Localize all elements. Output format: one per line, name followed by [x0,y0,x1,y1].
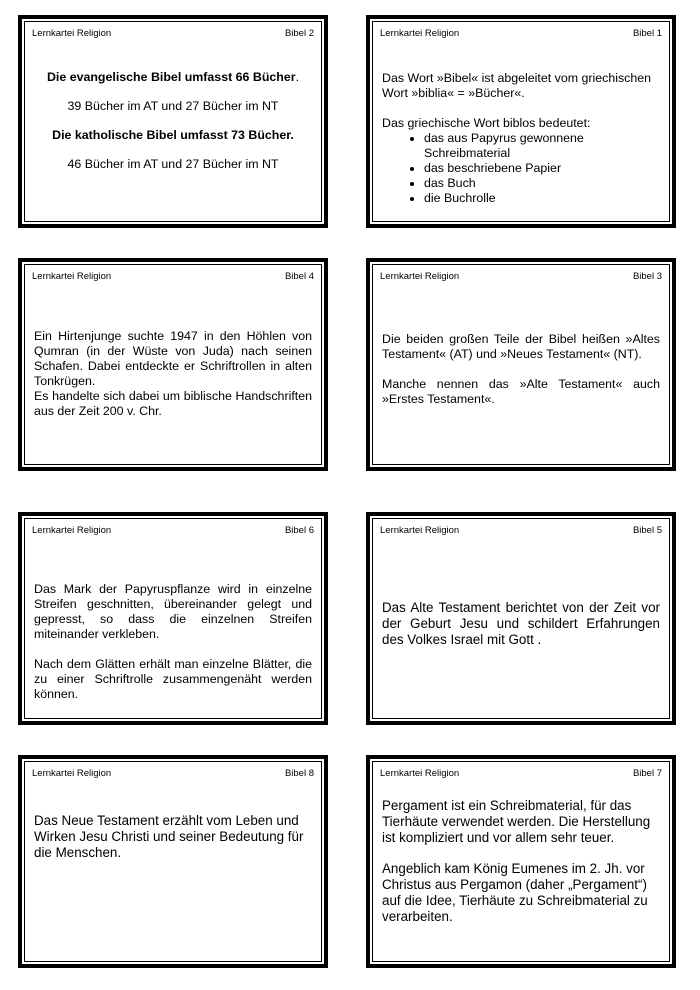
card-header-title: Lernkartei Religion [32,28,112,39]
card-label: Bibel 3 [632,271,662,282]
card-bibel-1 [366,15,676,228]
card-header-title: Lernkartei Religion [380,768,460,779]
card-label: Bibel 6 [284,525,314,536]
card-header-title: Lernkartei Religion [32,271,112,282]
statement-evangelical: Die evangelische Bibel umfasst 66 Bücher [46,70,296,84]
card-bibel-6 [18,512,328,725]
card-label: Bibel 7 [632,768,662,779]
card-paragraph-2: Es handelte sich dabei um biblische Handschriften aus der Zeit 200 v. Chr. [34,389,312,418]
card-body [382,798,660,925]
card-header-title: Lernkartei Religion [380,28,460,39]
list-item: • das Buch [424,176,660,191]
card-header-title: Lernkartei Religion [380,525,460,536]
card-label: Bibel 2 [284,28,314,39]
card-body [382,71,660,206]
card-bibel-7 [366,755,676,968]
card-body [34,329,312,419]
card-label: Bibel 4 [284,271,314,282]
card-paragraph-1: Das Alte Testament berichtet von der Zeit vor der Geburt Jesu und schildert Erfahrungen des Volkes Israel mit Gott . [382,600,660,647]
card-paragraph-1: Pergament ist ein Schreibmaterial, für das Tierhäute verwendet werden. Die Herstellung ist kompliziert und vor allem sehr teuer. [382,798,651,845]
card-body [382,332,660,407]
card-label: Bibel 5 [632,525,662,536]
list-item: • die Buchrolle [424,191,660,206]
card-paragraph-2: Nach dem Glätten erhält man einzelne Blätter, die zu einer Schriftrolle zusammengenäht werden können. [34,657,312,701]
meaning-list [382,131,660,206]
card-paragraph-2: Das griechische Wort biblos bedeutet: [382,116,591,130]
card-paragraph-1: Das Wort »Bibel« ist abgeleitet vom griechischen Wort »biblia« = »Bücher«. [382,71,652,100]
card-paragraph-1: Die beiden großen Teile der Bibel heißen »Altes Testament« (AT) und »Neues Testament« (NT). [382,332,660,361]
card-inner-border [24,761,322,962]
card-label: Bibel 1 [632,28,662,39]
card-bibel-5 [366,512,676,725]
list-item: • das beschriebene Papier [424,161,660,176]
statement-catholic-detail: 46 Bücher im AT und 27 Bücher im NT [67,157,279,171]
card-paragraph-1: Ein Hirtenjunge suchte 1947 in den Höhlen von Qumran (in der Wüste von Juda) nach seinen Schafen. Dabei entdeckte er Schriftrollen in alten Tonkrügen. [34,329,312,388]
card-body [34,582,312,702]
card-paragraph-2: Angeblich kam König Eumenes im 2. Jh. vor Christus aus Pergamon (daher „Pergament“) auf die Idee, Tierhäute zu Schreibmaterial zu verarbeiten. [382,861,648,924]
card-header-title: Lernkartei Religion [380,271,460,282]
card-header-title: Lernkartei Religion [32,525,112,536]
card-bibel-2 [18,15,328,228]
statement-catholic: Die katholische Bibel umfasst 73 Bücher. [52,128,294,142]
card-body [382,600,660,648]
card-paragraph-1: Das Mark der Papyruspflanze wird in einzelne Streifen geschnitten, übereinander gelegt und gepresst, so dass die einzelnen Streifen miteinander verkleben. [34,582,312,641]
card-label: Bibel 8 [284,768,314,779]
statement-period: . [295,70,300,84]
card-body [34,813,312,861]
statement-evangelical-detail: 39 Bücher im AT und 27 Bücher im NT [67,99,279,113]
card-paragraph-1: Das Neue Testament erzählt vom Leben und Wirken Jesu Christi und seiner Bedeutung für die Menschen. [34,813,304,860]
card-bibel-8 [18,755,328,968]
card-bibel-3 [366,258,676,471]
card-paragraph-2: Manche nennen das »Alte Testament« auch »Erstes Testament«. [382,377,660,406]
card-header-title: Lernkartei Religion [32,768,112,779]
card-bibel-4 [18,258,328,471]
card-body [34,70,312,172]
list-item: • das aus Papyrus gewonnene Schreibmaterial [424,131,660,161]
